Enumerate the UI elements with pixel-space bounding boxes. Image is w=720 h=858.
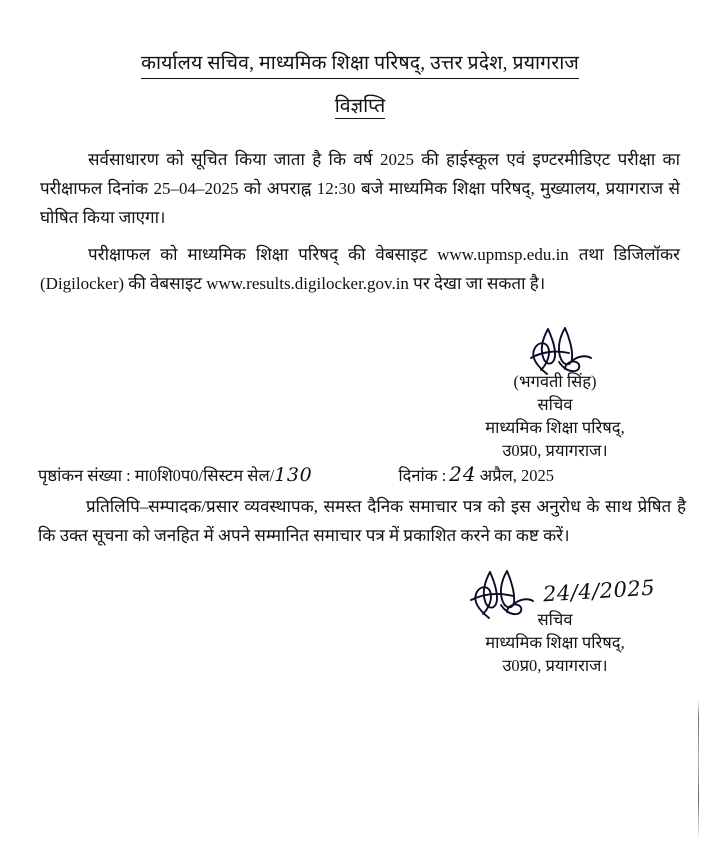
signatory-role: सचिव (537, 610, 573, 629)
reference-date (398, 462, 554, 486)
reference-number-handwritten: 130 (274, 464, 313, 486)
signature-with-date-row (405, 556, 705, 612)
paragraph-websites: परीक्षाफल को माध्यमिक शिक्षा परिषद् की वेबसाइट www.upmsp.edu.in तथा डिजिलॉकर (Digilocker) की वेबसाइट www.results.digilocker.gov.in पर देखा जा सकता है। (40, 245, 680, 293)
reference-date-label: दिनांक : (398, 466, 447, 485)
signatory-org-line1: माध्यमिक शिक्षा परिषद्, (485, 633, 625, 652)
reference-date-rest: अप्रैल, 2025 (479, 466, 555, 485)
signatory-org-line2: उ0प्र0, प्रयागराज। (502, 656, 608, 675)
notice-title-text: विज्ञप्ति (334, 96, 386, 118)
signature-block-primary (405, 322, 705, 462)
document-header (40, 52, 680, 119)
notice-title (40, 95, 680, 118)
paragraph-copy-to: प्रतिलिपि–सम्पादक/प्रसार व्यवस्थापक, समस्त दैनिक समाचार पत्र को इस अनुरोध के साथ प्रेषित है कि उक्त सूचना को जनहित में अपने सम्मानित समाचार पत्र में प्रकाशित करने का कष्ट करें। (38, 497, 686, 545)
reference-number-label: पृष्ठांकन संख्या : मा0शि0प0/सिस्टम सेल/ (38, 466, 275, 485)
signatory-org-line2: उ0प्र0, प्रयागराज। (502, 441, 608, 460)
signatory-role: सचिव (537, 395, 573, 414)
scan-artifact-line (698, 700, 699, 840)
signature-block-secondary (405, 556, 705, 677)
reference-number (38, 463, 312, 486)
office-title: कार्यालय सचिव, माध्यमिक शिक्षा परिषद्, उत्तर प्रदेश, प्रयागराज (141, 52, 579, 79)
signatory-org-line1: माध्यमिक शिक्षा परिषद्, (485, 418, 625, 437)
signature-handwritten-date: 24/4/2025 (542, 575, 656, 607)
signatory-name: (भगवती सिंह) (513, 372, 597, 391)
reference-row (38, 462, 686, 486)
handwritten-signature-icon (405, 322, 705, 376)
reference-date-day-handwritten: 24 (449, 462, 477, 486)
paragraph-result-announcement: सर्वसाधारण को सूचित किया जाता है कि वर्ष 2025 की हाईस्कूल एवं इण्टरमीडिएट परीक्षा का परीक्षाफल दिनांक 25–04–2025 को अपराह्न 12:30 बजे माध्यमिक शिक्षा परिषद्, मुख्यालय, प्रयागराज से घोषित किया जाएगा। (40, 150, 680, 227)
handwritten-signature-icon (455, 564, 541, 618)
